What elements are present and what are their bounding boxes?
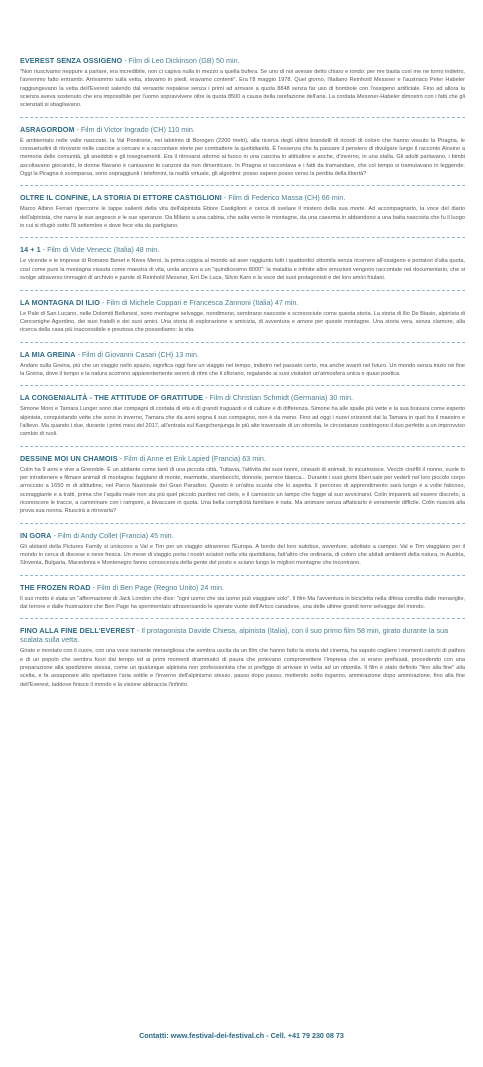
film-title: LA MIA GREINA bbox=[20, 349, 76, 359]
film-entry bbox=[20, 125, 465, 179]
film-description: È ambientato nelle valle nascoste, la Val Pontirone, nel labirinto di Borogen (2200 metri), alla ricerca degli ultimi brandelli di ricordi di coloro che hanno vissuto la Piragna, le consuetudini di ritrovarsi nelle cascine a cercare e a raccontare storie per combattere la quotidianità. È l'essenza che fa passare il pensiero di divulgare lungo il racconto Alosino a memoria delle comunità, gli aneddoti e gli insegnamenti. Era il ritrovarsi attorno al fuoco in una cascina in altitudine e anche, d'inverno, in una stalla. Gli adulti parlavano, i bimbi ascoltavano giocando, le donne filavano e cantavano le canzoni da non dimenticare. In Piragna si raccontava e i fatti da tramandare, che col tempo si tramutavano in leggende. Oggi la Piragna è scomparsa, sono sopraggiunti i telefonini, la realtà virtuale, gli algoritmi: posso sapere posso verso la perdita della libertà? bbox=[20, 137, 465, 178]
film-heading bbox=[20, 583, 465, 592]
film-title: THE FROZEN ROAD bbox=[20, 582, 91, 592]
film-meta: - Il protagonista Davide Chiesa, alpinista (Italia), con il suo primo film 58 min, girato durante la sua scalata sulla vetta. bbox=[20, 626, 449, 645]
film-meta: - Film di Leo Dickinson (GB) 50 min. bbox=[122, 56, 240, 65]
film-heading bbox=[20, 56, 465, 65]
film-entry bbox=[20, 245, 465, 282]
film-description: Marco Albino Ferrari ripercorre le tappe salienti della vita dell'alpinista Ettore Castiglioni e cerca di svelare il mistero della sua morte. Ad accompagnarlo, la voce del diario dell'alpinista, che narra le sue angosce e le sue speranze. Da Milano a una cabina, che salta verso le montagne, da una caserma in abbandono a una baita nascosta che fu il luogo in cui si rifugiò sotto l'8 settembre e dove fece vita da partigiano. bbox=[20, 206, 465, 230]
film-entry bbox=[20, 531, 465, 568]
film-heading bbox=[20, 298, 465, 307]
divider bbox=[20, 185, 465, 186]
film-title: ASRAGORDOM bbox=[20, 124, 75, 134]
film-description: Le Pale di San Lucano, nelle Dolomiti Bellunesi, sono montagne selvagge, nondimeno, sembrano nascoste e sconosciute come questa storia. La storia di Ilio De Biasio, alpinista di Cencenighe Agordino, dei suoi fratelli e dei suoi amici. Una storia di esplorazione e amicizia, di avventura e amore per queste montagne. Una storia vera, senza clamore, alla ricerca della casa più inaccessibile e preziosa che possediamo: la vita. bbox=[20, 310, 465, 334]
film-title: EVEREST SENZA OSSIGENO bbox=[20, 56, 123, 65]
film-meta: - Film di Giovanni Casari (CH) 13 min. bbox=[75, 349, 199, 359]
film-heading bbox=[20, 193, 465, 202]
film-heading bbox=[20, 393, 465, 402]
divider bbox=[20, 618, 465, 619]
film-meta: - Film di Anne et Erik Lapied (Francia) 63 min. bbox=[117, 453, 266, 463]
film-title: FINO ALLA FINE DELL'EVEREST bbox=[20, 626, 135, 636]
film-entry bbox=[20, 298, 465, 335]
divider bbox=[20, 446, 465, 447]
divider bbox=[20, 290, 465, 291]
film-heading bbox=[20, 626, 465, 644]
film-meta: - Film di Victor Ingrado (CH) 110 min. bbox=[74, 124, 195, 134]
film-heading bbox=[20, 350, 465, 359]
film-meta: - Film di Ben Page (Regno Unito) 24 min. bbox=[90, 582, 225, 592]
film-heading bbox=[20, 531, 465, 540]
film-description: "Non riuscivamo neppure a parlare, era incredibile, non ci capiva nulla in mezzo a quella bufera. Se uno di noi avesse detto chiaro e tondo: per me basta così me ne torno indietro, l'avremmo fatto entrambi. Arrivammo sulla vetta, stavamo in piedi, eravamo contenti". Era l'8 maggio 1978. Quel giorno, l'italiano Reinhold Messner e l'austriaco Peter Habeler raggiungevano la vetta dell'Everest salendo dal versante nepalese senza i primi ad arrivare a quota 8848 senza far uso di bombole con l'ossigeno artificiale. Fino ad allora la scienza aveva sostenuto che era impossibile per l'uomo sopravvivere oltre la quota 8500 a causa della rarefazione dell'aria. La cordata Messner-Habeler dimostrò con i fatti che gli scienziati si sbagliavano. bbox=[20, 69, 465, 109]
film-description: Colin ha 9 anni e vive a Grenoble. È un abitante come tanti di una piccola città. Tuttavia, l'attività dei suoi nonni, cineasti di animali, lo incuriosisce. Vecchi cinéfili il nonno, vuole lo per intrattenere e filmare animali di montagna: faggiano di monte, marmotte, stambecchi, donnole, pernice bianca... Durante i suoi giorni liberi sale per vederli nel loro piccolo corpo arroccato a 1650 m di altitudine, nel Parco Nazionale del Gran Paradiso. Questo è un'altra scuola che lo aspetta. Il percorso di apprendimento sarà lungo e a volte faticoso, scoraggiante e a tratti, prima che l'aquila reale non sia più quel piccolo puntino nel cielo, e il camoscio un lampo che fugge al suo avvicinarsi. Colin imparerà ad essere discreto, a riconoscere le tracce, a camminare con i ramponi, a bivaccare in quota. Una bella complicità familiare è nata. Ma animare senza affaticarlo è veramente difficile. Colin riuscirà alla prova sua nonna. Riuscirà a ritrovarla? bbox=[20, 466, 465, 515]
divider bbox=[20, 117, 465, 118]
divider bbox=[20, 575, 465, 576]
film-list bbox=[20, 56, 465, 689]
film-description: Il suo motto è stata un "affermazione di Jack London che dice: "ogni uomo che sia uomo può viaggiare solo". Il film Ma l'avventura in bicicletta nella difesa condita dalle meraviglie, dal terrore e dalle frustrazioni che Ben Page ha sperimentato attraversando le sperate vuote dell'Artico canadese, una delle ultime grandi terre selvagge del mondo. bbox=[20, 595, 465, 611]
film-meta: - Film di Andy Collet (Francia) 45 min. bbox=[51, 530, 174, 540]
divider bbox=[20, 385, 465, 386]
film-meta: - Film di Vide Venecic (Italia) 48 min. bbox=[40, 245, 160, 255]
film-title: LA CONGENIALITÀ - THE ATTITUDE OF GRATITUDE bbox=[20, 393, 204, 403]
film-title: 14 + 1 bbox=[20, 245, 41, 255]
film-heading bbox=[20, 245, 465, 254]
film-description: Andare sulla Greina, più che un viaggio nello spazio, significa oggi fare un viaggio nel tempo, indietro nel passato certo, ma anche avanti nel futuro. Un mondo senza inizio né fine la Greina, dove il tempo e la natura scorrono apparentemente sereni di ritmi che li sfiorano, regalando ai suoi visitatori un'atmosfera unica e quasi poetica. bbox=[20, 362, 465, 377]
film-heading bbox=[20, 454, 465, 463]
film-entry bbox=[20, 350, 465, 379]
film-heading bbox=[20, 125, 465, 134]
film-title: DESSINE MOI UN CHAMOIS bbox=[20, 453, 118, 463]
film-title: LA MONTAGNA DI ILIO bbox=[20, 297, 100, 307]
film-description: Gli abitanti della Pictures Family si uniscono a Val e Tim per un viaggio attraverso l'Europa. A bordo del loro autobus, avventure, adottato a camper, Val e Tim viaggiano per il mondo in cerca di discese e neve fresca. Un mese di viaggio porta i nostri sciatori nella vita quotidiana, fatt'altro che ordinaria, di coloro che abitati ambienti della natura, in Austria, Slovenia, Bulgaria, Macedonia e Montenegro fanno conoscenza della gente del posto e sciano lungo le migliori montagne che incontrano. bbox=[20, 543, 465, 567]
film-description: Le vicende e le imprese di Romano Benet e Nives Meroi, la prima coppia al mondo ad aver raggiunto tutti i quattordici ottomila senza ricorrere all'ossigeno e portatori d'alta quota, così come pure la montagna vissuta come maestra di vita, unita ancora a un "quindicesimo 8000": la malattia e infinite altre emozioni vengono raccontate nel documentario, che si svolge attraverso immagini di archivio e parole di Reinhold Messner, Erri De Luca, Silvio Karo e la voce dei suoi protagonisti e dei loro amici friulani. bbox=[20, 258, 465, 282]
film-entry bbox=[20, 56, 465, 110]
film-entry bbox=[20, 454, 465, 516]
contacts-footer: Contatti: www.festival-dei-festival.ch - Cell. +41 79 230 08 73 bbox=[139, 1031, 344, 1040]
film-entry bbox=[20, 583, 465, 612]
film-description: Girato e montato con il cuore, con una voce narrante meravigliosa che sembra uscita da un film che hanno fatto la storia del cinema, ha saputo cogliere i momenti carichi di pathos e di un popolo che sembra fuori dal tempo ed ai primi momenti drammatici di paura che potevano compromettere l'impresa che si erano prefissati, procedendo con una preparazione alla spedizione stessa, come un qualunque alpinista non professionista che si prefigge di arrivare in vetta ad un ottomila. Il film è stato definito "fino alla fine" alla scelta, e fa assaporare allo spettatore l'aria sottile e l'inverno dell'alpinismo stesso, passo dopo passo, mettendo sotto inganno, ammirazione dopo ammirazione, fino alla fine dell'Everest, laddove finisce il mondo e la visione abbraccia l'infinito. bbox=[20, 648, 465, 688]
film-entry bbox=[20, 626, 465, 689]
film-entry bbox=[20, 393, 465, 438]
divider bbox=[20, 237, 465, 238]
film-meta: - Film di Michele Coppari e Francesca Zannoni (Italia) 47 min. bbox=[99, 297, 299, 307]
film-title: IN GORA bbox=[20, 530, 52, 540]
film-meta: - Film di Federico Massa (CH) 66 min. bbox=[221, 193, 346, 203]
film-meta: - Film di Christian Schmidt (Germania) 30 min. bbox=[203, 393, 353, 403]
film-description: Simone Moro e Tamara Lunger sono due compagni di cordata di età e di grandi traguardi e di culture e di differenza. Simone ha alle spalle più vette e la sua bravura come esperto alpinista, conquistando vette che sono in inverno, Tamara che da anni sogna il suo compagno, non è da meno. Fino ad oggi i nuovi orizzonti dai la Tamara in quel tra il maestro e l'allievo. Ma quando i due, durante i primi mesi del 2017, all'entrata sul Kangchenjunga le più alte traversate di un ottomila, le circostanze costringono il duo perfetto a un improvviso cambio di ruoli. bbox=[20, 406, 465, 438]
divider bbox=[20, 523, 465, 524]
film-title: OLTRE IL CONFINE, LA STORIA DI ETTORE CASTIGLIONI bbox=[20, 193, 222, 203]
film-entry bbox=[20, 193, 465, 230]
divider bbox=[20, 342, 465, 343]
